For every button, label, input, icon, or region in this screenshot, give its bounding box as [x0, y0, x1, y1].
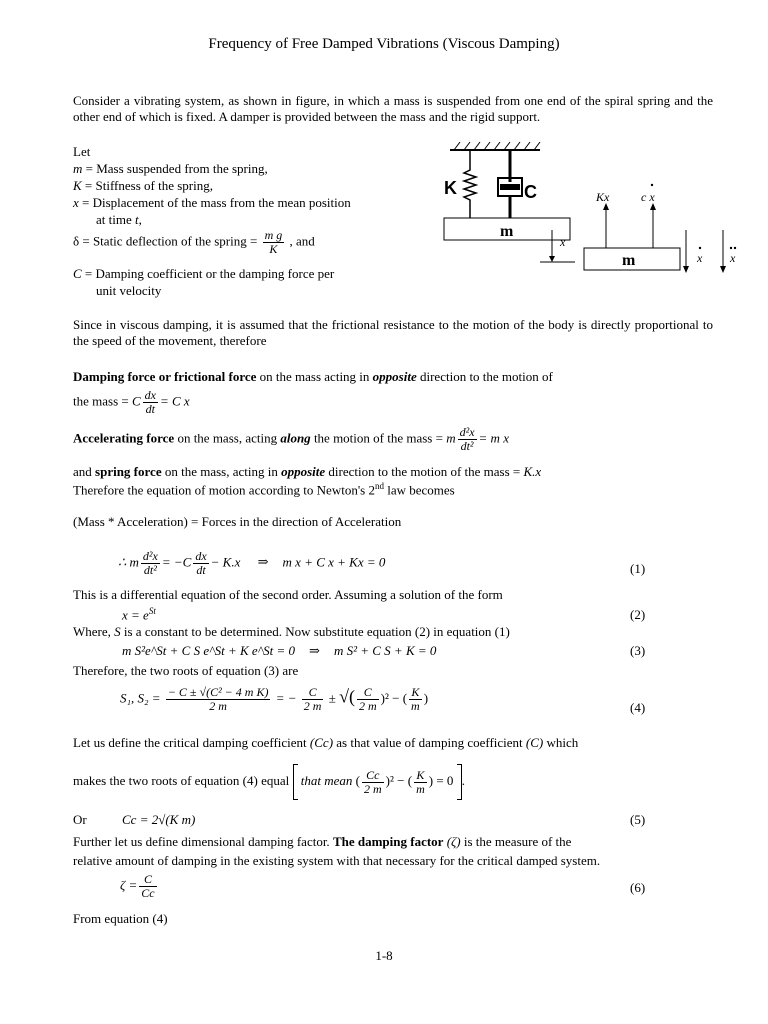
accel-force-line: Accelerating force on the mass, acting along the motion of the mass = m $\frac{\text{d²x}}{\text{dt²}}$ = m x [73, 425, 509, 453]
damping-factor-line: Further let us define dimensional damping factor. The damping factor (ζ) is the measure of the [73, 834, 572, 849]
where-line: Where, S is a constant to be determined. Now substitute equation (2) in equation (1) [73, 624, 510, 639]
damping-factor-line-2: relative amount of damping in the existing system with that necessary for the critical damped system. [73, 853, 601, 868]
def-displacement-cont: at time t, [96, 212, 142, 227]
equation-2: $x = e^{St}$ [122, 606, 156, 623]
xddot-label: x [730, 251, 736, 265]
equation-5: Cc = 2√(K m) [122, 812, 196, 827]
eq4-number: (4) [630, 700, 646, 715]
equation-1: ∴ m $\frac{\text{d²x}}{\text{dt²}}$ = −C $\frac{dx}{dt}$ − K.x ⇒ m x + C x + Kx = 0 [118, 549, 386, 577]
diffeq-text: This is a differential equation of the second order. Assuming a solution of the form [73, 587, 503, 602]
def-static-deflection: δ = Static deflection of the spring = $\frac{\text{m g}}{K}$ , and [73, 228, 315, 256]
page-title: Frequency of Free Damped Vibrations (Viscous Damping) [208, 36, 560, 52]
from-equation-text: From equation (4) [73, 911, 168, 926]
page-number: 1-8 [375, 948, 393, 963]
damping-force-line: Damping force or frictional force on the mass acting in opposite direction to the motion of [73, 369, 553, 384]
equation-3: m S²e^St + C S e^St + K e^St = 0 ⇒ m S² + C S + K = 0 [122, 643, 437, 658]
intro-paragraph: Consider a vibrating system, as shown in figure, in which a mass is suspended from one end of the spiral spring and the other end of which is fixed. A damper is provided between the mass and the rigid support. [73, 93, 713, 124]
eq3-number: (3) [630, 643, 646, 658]
k-label: K [444, 178, 457, 198]
c-label: C [524, 182, 537, 202]
spring-icon [464, 150, 476, 218]
eq6-number: (6) [630, 880, 646, 895]
def-mass: m = Mass suspended from the spring, [73, 161, 268, 176]
mass-label-right: m [622, 252, 636, 269]
equation-6: ζ = $\frac{C}{Cc}$ [120, 872, 155, 900]
spring-damper-figure [440, 138, 750, 273]
mass-accel-line: (Mass * Acceleration) = Forces in the direction of Acceleration [73, 514, 402, 529]
damper-icon [498, 150, 522, 218]
let-label: Let [73, 144, 91, 159]
force-cx-label: c x [641, 190, 655, 204]
or-label: Or [73, 812, 87, 827]
x-label: x [560, 235, 566, 249]
newton-line: Therefore the equation of motion according to Newton's 2nd law becomes [73, 481, 455, 498]
delta-fraction: $\frac{\text{m g}}{K}$ [264, 228, 283, 256]
spring-force-line: and spring force on the mass, acting in opposite direction to the motion of the mass = K.x [73, 464, 542, 479]
mass-label-left: m [500, 223, 514, 240]
xdot-label: x [697, 251, 703, 265]
makes-equal-line: makes the two roots of equation (4) equal that mean ( $\frac{Cc}{2 m}$ )² − ( $\frac{K}{m}$ ) = 0 . [73, 764, 465, 800]
def-damping-coeff-cont: unit velocity [96, 283, 162, 298]
force-kx-label: Kx [596, 190, 610, 204]
eq5-number: (5) [630, 812, 646, 827]
eq2-number: (2) [630, 607, 646, 622]
def-damping-coeff: C = Damping coefficient or the damping force per [73, 266, 335, 281]
viscous-paragraph: Since in viscous damping, it is assumed that the frictional resistance to the motion of the body is directly proportional to the speed of the movement, therefore [73, 317, 713, 348]
def-stiffness: K = Stiffness of the spring, [73, 178, 213, 193]
damping-force-expr: the mass = C $\frac{dx}{dt}$ = C x [73, 388, 190, 416]
equation-4: S₁, S₂ = $\frac{\text{− C ± √(C² − 4 m K)}}{2 m}$ = − $\frac{C}{2 m}$ ± √( $\frac{C}{2 m}$ )² − ( $\frac{K}{m}$ ) [120, 685, 429, 713]
critical-damping-line: Let us define the critical damping coefficient (Cc) as that value of damping coefficient (C) which [73, 735, 579, 750]
def-displacement: x = Displacement of the mass from the mean position [73, 195, 351, 210]
two-roots-text: Therefore, the two roots of equation (3) are [73, 663, 299, 678]
eq1-number: (1) [630, 561, 646, 576]
